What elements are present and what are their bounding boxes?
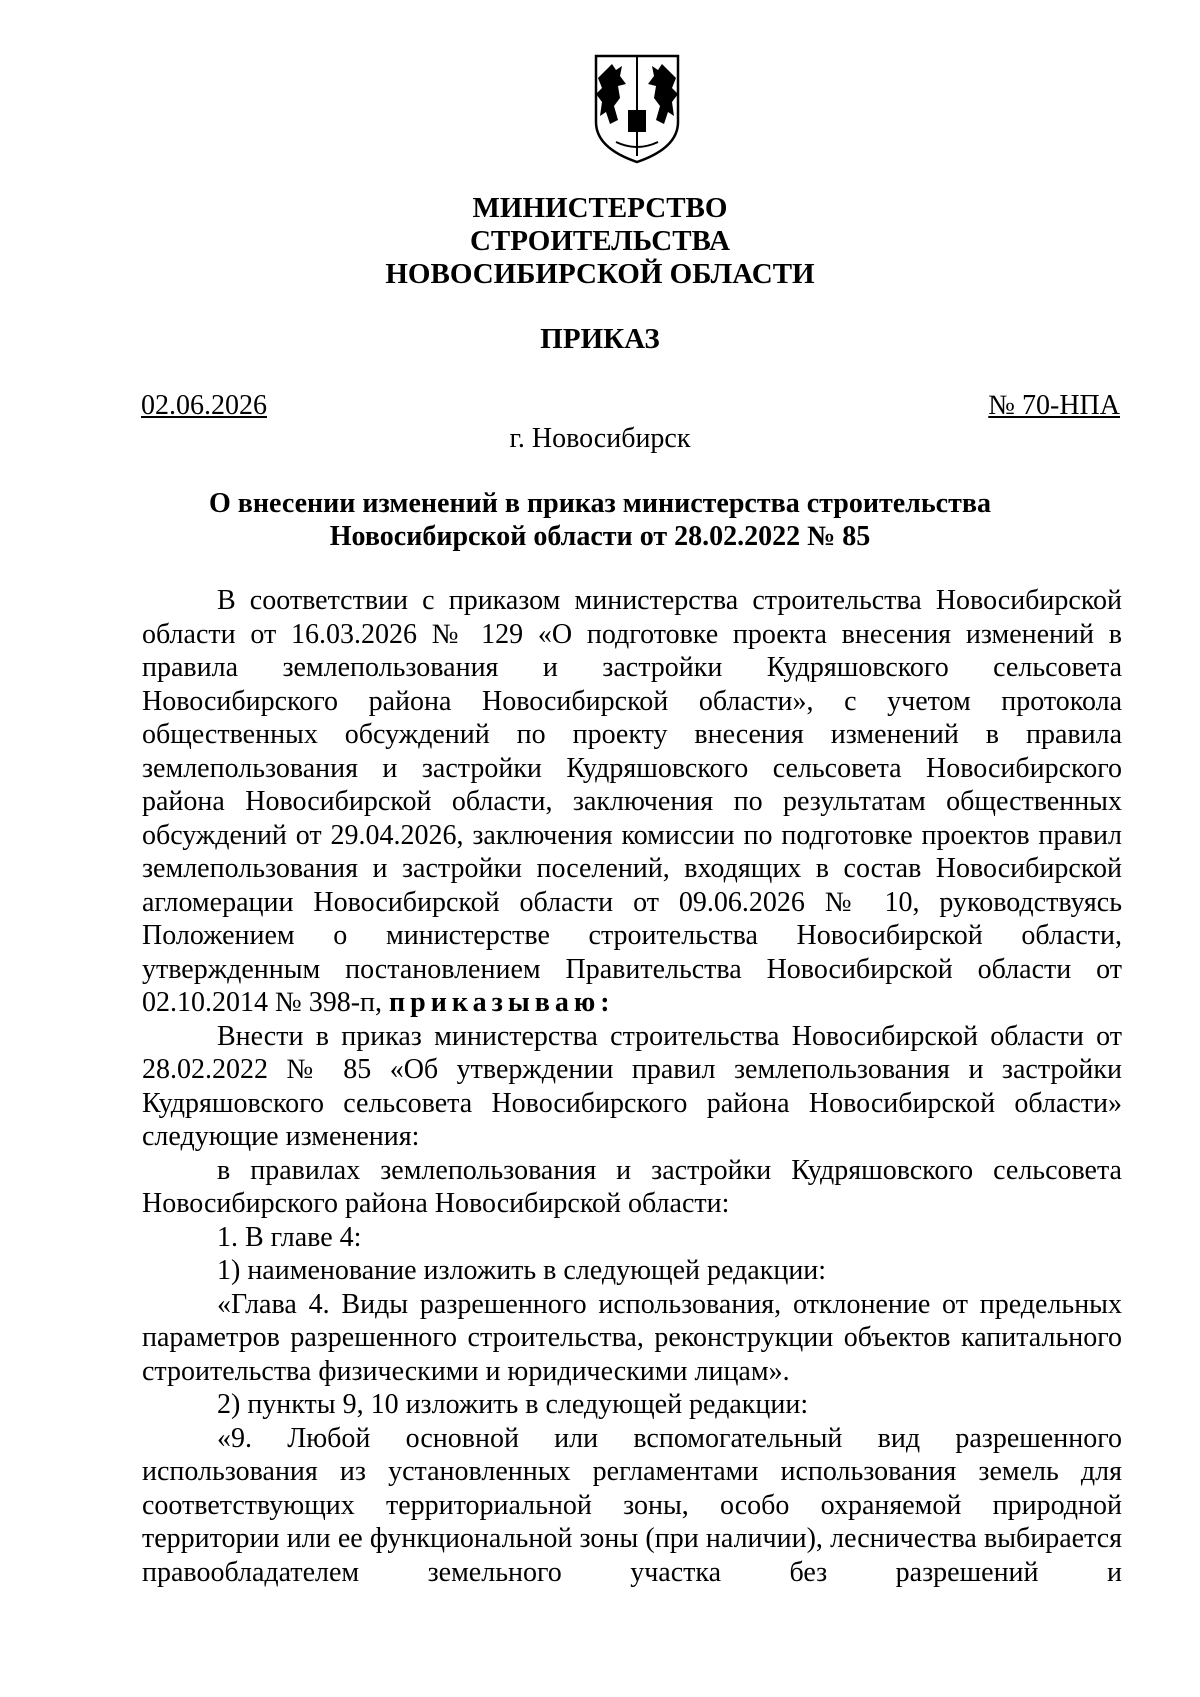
body-paragraph: «Глава 4. Виды разрешенного использования, отклонение от предельных параметров разрешенного строительства, реконструкции объектов капитального строительства физическими и юридическими лицам».	[142, 1288, 1122, 1387]
ministry-line: НОВОСИБИРСКОЙ ОБЛАСТИ	[385, 258, 815, 290]
body-paragraph: 1) наименование изложить в следующей редакции:	[217, 1255, 827, 1286]
coat-of-arms-icon	[590, 52, 684, 164]
ministry-name	[0, 192, 1200, 291]
doc-number: № 70-НПА	[988, 390, 1120, 421]
doc-subject	[0, 487, 1200, 553]
doc-city: г. Новосибирск	[509, 423, 691, 454]
body-paragraph	[142, 584, 1122, 1020]
body-paragraph: Внести в приказ министерства строительства Новосибирской области от 28.02.2022 № 85 «Об утверждении правил землепользования и застройки Кудряшовского сельсовета Новосибирского района Новосибирской области» следующие изменения:	[142, 1020, 1122, 1152]
subject-line: О внесении изменений в приказ министерства строительства	[209, 488, 991, 519]
body-paragraph: «9. Любой основной или вспомогательный вид разрешенного использования из установленных регламентами использования земель для соответствующих территориальной зоны, особо охраняемой природной территории или ее функциональной зоны (при наличии), лесничества выбирается правообладателем земельного участка без разрешений и	[142, 1422, 1122, 1588]
doc-date: 02.06.2026	[141, 390, 267, 421]
document-body	[142, 584, 1122, 1589]
body-paragraph: 2) пункты 9, 10 изложить в следующей редакции:	[217, 1389, 809, 1420]
body-paragraph: 1. В главе 4:	[217, 1221, 362, 1253]
ministry-line: СТРОИТЕЛЬСТВА	[469, 225, 731, 257]
paragraph-text: В соответствии с приказом министерства строительства Новосибирской области от 16.03.2026 № 129 «О подготовке проекта внесения изменений в правила землепользования и застройки Кудряшовского сельсовета Новосибирского района Новосибирской области», с учетом протокола общественных обсуждений по проекту внесения изменений в правила землепользования и застройки Кудряшовского сельсовета Новосибирского района Новосибирской области, заключения по результатам общественных обсуждений от 29.04.2026, заключения комиссии по подготовке проектов правил землепользования и застройки поселений, входящих в состав Новосибирской агломерации Новосибирской области от 09.06.2026 № 10, руководствуясь Положением о министерстве строительства Новосибирской области, утвержденным постановлением Правительства Новосибирской области от 02.10.2014 № 398-п,	[142, 585, 1122, 1018]
order-keyword: приказываю:	[389, 987, 615, 1018]
body-paragraph: в правилах землепользования и застройки Кудряшовского сельсовета Новосибирского района Новосибирской области:	[142, 1154, 1122, 1219]
ministry-line: МИНИСТЕРСТВО	[472, 192, 728, 224]
subject-line: Новосибирской области от 28.02.2022 № 85	[329, 521, 871, 552]
doc-type-title: ПРИКАЗ	[540, 323, 660, 355]
